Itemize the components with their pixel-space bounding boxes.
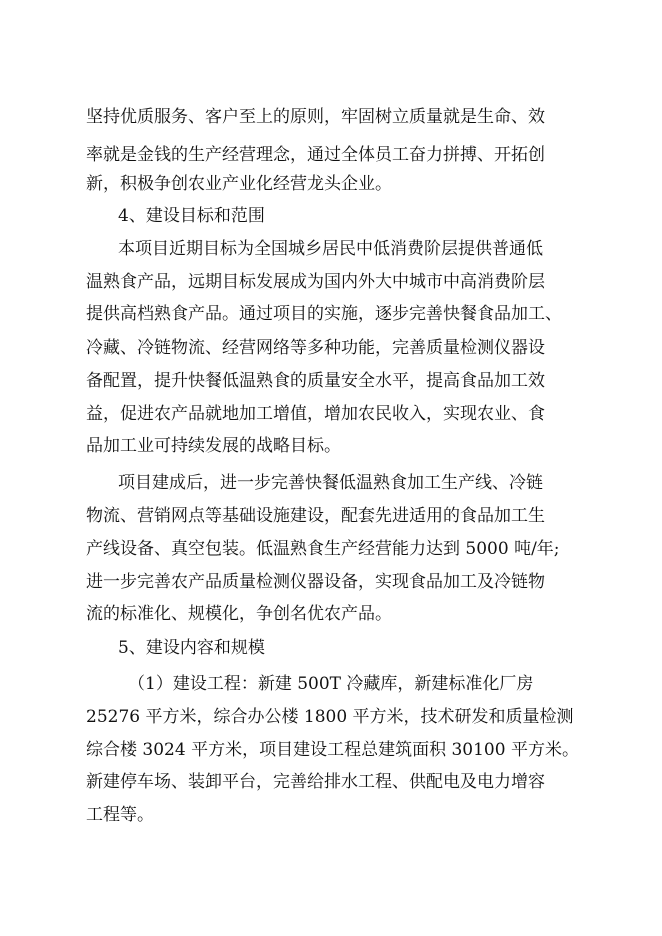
body-text-line: 品加工业可持续发展的战略目标。: [86, 436, 341, 456]
paragraph-first-line: 项目建成后，进一步完善快餐低温熟食加工生产线、冷链: [118, 473, 543, 493]
paragraph-first-line: 本项目近期目标为全国城乡居民中低消费阶层提供普通低: [118, 239, 543, 259]
body-text-line: 益，促进农产品就地加工增值，增加农民收入，实现农业、食: [86, 404, 545, 424]
body-text-line: 冷藏、冷链物流、经营网络等多种功能，完善质量检测仪器设: [86, 338, 545, 358]
section-heading: 5、建设内容和规模: [118, 638, 265, 658]
body-text-line: 流的标准化、规模化，争创名优农产品。: [86, 604, 392, 624]
body-text-line: 25276 平方米，综合办公楼 1800 平方米，技术研发和质量检测: [86, 707, 574, 727]
body-text-line: 率就是金钱的生产经营理念，通过全体员工奋力拼搏、开拓创: [86, 145, 545, 165]
body-text-line: 产线设备、真空包装。低温熟食生产经营能力达到 5000 吨/年;: [86, 539, 560, 559]
body-text-line: 进一步完善农产品质量检测仪器设备，实现食品加工及冷链物: [86, 572, 545, 592]
body-text-line: 新建停车场、装卸平台，完善给排水工程、供配电及电力增容: [86, 772, 545, 792]
body-text-line: 综合楼 3024 平方米，项目建设工程总建筑面积 30100 平方米。: [86, 740, 579, 760]
body-text-line: 工程等。: [86, 805, 154, 825]
body-text-line: 备配置，提升快餐低温熟食的质量安全水平，提高食品加工效: [86, 371, 545, 391]
body-text-line: 提供高档熟食产品。通过项目的实施，逐步完善快餐食品加工、: [86, 304, 562, 324]
body-text-line: 温熟食产品，远期目标发展成为国内外大中城市中高消费阶层: [86, 272, 545, 292]
body-text-line: 坚持优质服务、客户至上的原则，牢固树立质量就是生命、效: [86, 107, 545, 127]
body-text-line: 物流、营销网点等基础设施建设，配套先进适用的食品加工生: [86, 506, 545, 526]
section-heading: 4、建设目标和范围: [118, 206, 265, 226]
paragraph-first-line: （1）建设工程：新建 500T 冷藏库，新建标准化厂房: [128, 674, 534, 694]
body-text-line: 新，积极争创农业产业化经营龙头企业。: [86, 174, 392, 194]
